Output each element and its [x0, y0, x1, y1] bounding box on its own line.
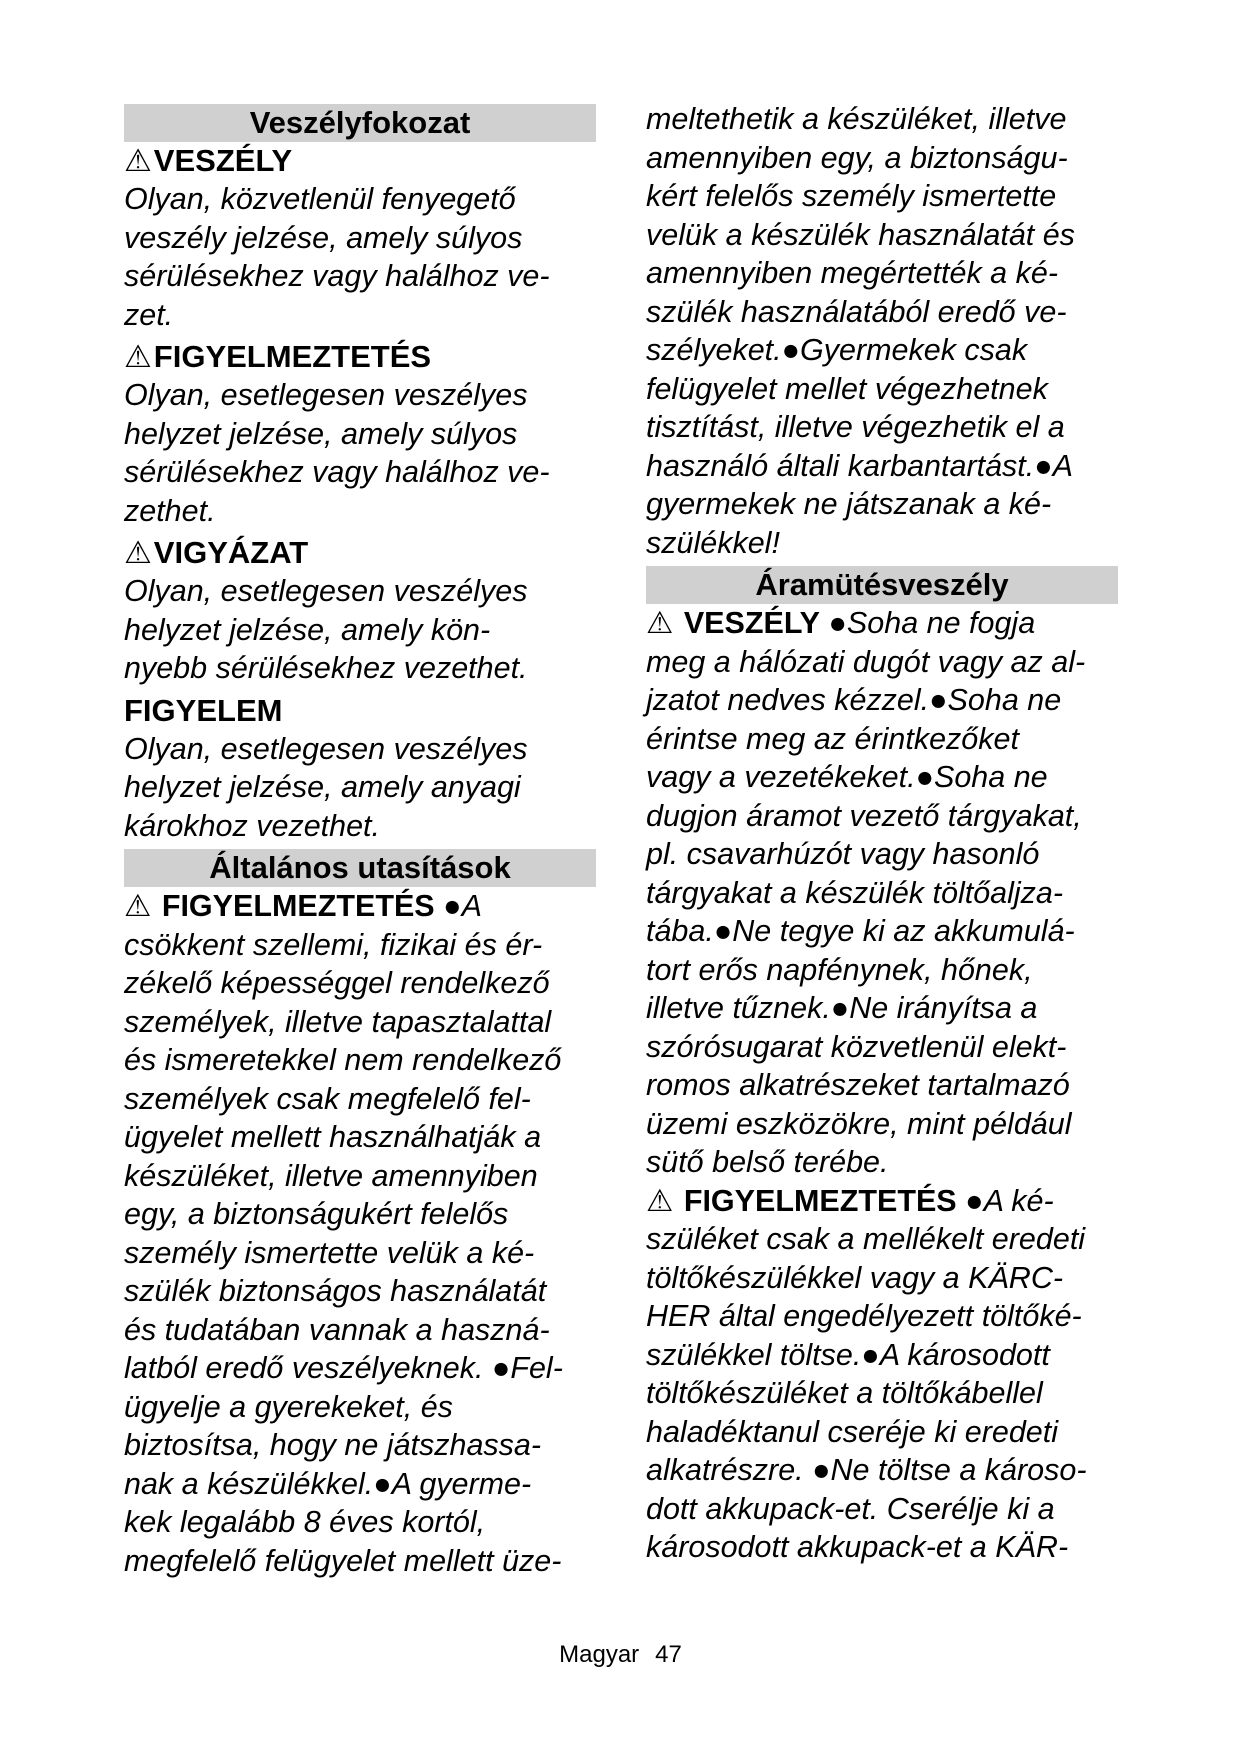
text-line: meg a hálózati dugót vagy az al- [646, 644, 1086, 679]
shock-danger-label: VESZÉLY [683, 606, 821, 640]
general-warning-line [124, 887, 596, 926]
text-line: károkhoz vezethet. [124, 808, 381, 843]
text-line: Olyan, esetlegesen veszélyes [124, 574, 528, 608]
caution-heading [124, 534, 596, 572]
warning-label: FIGYELMEZTETÉS [153, 339, 432, 374]
text-line: ügyelet mellett használhatják a [124, 1120, 542, 1154]
left-column [124, 104, 596, 1580]
charging-warning-label: FIGYELMEZTETÉS [683, 1183, 957, 1218]
footer-language: Magyar [559, 1641, 640, 1668]
text-line: dott akkupack-et. Cserélje ki a [646, 1491, 1055, 1526]
text-line: haladéktanul cseréje ki eredeti [646, 1414, 1059, 1449]
notice-heading: FIGYELEM [124, 692, 283, 728]
section-header-general-instructions: Általános utasítások [124, 849, 596, 887]
text-line: töltőkészülékkel vagy a KÄRC- [646, 1260, 1064, 1295]
page-number: 47 [655, 1641, 682, 1668]
shock-danger-line [646, 604, 1118, 643]
section-header-electric-shock: Áramütésveszély [646, 566, 1118, 604]
warning-triangle-icon: ⚠ [124, 535, 152, 570]
text-line: és ismeretekkel nem rendelkező [124, 1043, 562, 1077]
text-line: sütő belső terébe. [646, 1145, 889, 1179]
text-line: és tudatában vannak a haszná- [124, 1312, 550, 1347]
text-line: használó általi karbantartást.●A [646, 448, 1074, 483]
text-line: tárgyakat a készülék töltőaljza- [646, 875, 1064, 910]
text-line: kek legalább 8 éves kortól, [124, 1505, 486, 1539]
text-line: szülékkel töltse.●A károsodott [646, 1337, 1050, 1372]
text-line: amennyiben megértették a ké- [646, 256, 1058, 290]
text-line: kért felelős személy ismertette [646, 179, 1057, 213]
warning-triangle-icon: ⚠ [124, 143, 152, 178]
text-line: csökkent szellemi, fizikai és ér- [124, 927, 543, 962]
text-line: latból eredő veszélyeknek. ●Fel- [124, 1351, 563, 1385]
text-line: sérülésekhez vagy halálhoz ve- [124, 259, 550, 293]
caution-label: VIGYÁZAT [153, 535, 309, 570]
text-line: vagy a vezetékeket.●Soha ne [646, 760, 1048, 794]
charging-warning-text [646, 1220, 1118, 1567]
text-line: helyzet jelzése, amely súlyos [124, 416, 518, 451]
text-line: Olyan, esetlegesen veszélyes [124, 378, 528, 412]
text-line: nak a készülékkel.●A gyerme- [124, 1466, 532, 1501]
charging-warning-line [646, 1182, 1118, 1221]
text-line: tisztítást, illetve végezhetik el a [646, 410, 1065, 444]
warning-heading [124, 338, 596, 376]
text-line: tort erős napfénynek, hőnek, [646, 952, 1033, 987]
caution-text [124, 572, 596, 688]
text-line: romos alkatrészeket tartalmazó [646, 1068, 1070, 1102]
text-line: illetve tűznek.●Ne irányítsa a [646, 991, 1038, 1025]
text-line: biztosítsa, hogy ne játszhassa- [124, 1428, 542, 1462]
text-line: tába.●Ne tegye ki az akkumulá- [646, 914, 1075, 948]
text-line: helyzet jelzése, amely anyagi [124, 770, 521, 804]
text-line: Olyan, közvetlenül fenyegető [124, 182, 516, 216]
text-line: szülék használatából eredő ve- [646, 294, 1067, 329]
text-line: szüléket csak a mellékelt eredeti [646, 1222, 1086, 1256]
text-line: felügyelet mellet végezhetnek [646, 371, 1048, 406]
general-warning-label: FIGYELMEZTETÉS [161, 889, 435, 923]
continued-text [646, 100, 1118, 562]
page-footer [0, 1640, 1241, 1670]
text-line: töltőkészüléket a töltőkábellel [646, 1376, 1043, 1410]
text-line: helyzet jelzése, amely kön- [124, 612, 491, 647]
text-line: üzemi eszközökre, mint például [646, 1106, 1072, 1141]
shock-danger-text [646, 643, 1118, 1182]
general-warning-first: ●A [443, 889, 482, 923]
warning-text [124, 376, 596, 530]
text-line: készüléket, illetve amennyiben [124, 1158, 538, 1193]
text-line: Olyan, esetlegesen veszélyes [124, 731, 528, 766]
warning-triangle-icon: ⚠ [124, 339, 152, 374]
danger-label: VESZÉLY [153, 143, 293, 178]
warning-triangle-icon: ⚠ [646, 606, 674, 640]
text-line: meltethetik a készüléket, illetve [646, 102, 1067, 136]
text-line: sérülésekhez vagy halálhoz ve- [124, 455, 550, 489]
text-line: gyermekek ne játszanak a ké- [646, 487, 1052, 521]
text-line: zékelő képességgel rendelkező [124, 966, 550, 1000]
text-line: pl. csavarhúzót vagy hasonló [646, 837, 1040, 871]
text-line: nyebb sérülésekhez vezethet. [124, 651, 528, 685]
text-line: személyek csak megfelelő fel- [124, 1081, 531, 1116]
text-line: velük a készülék használatát és [646, 217, 1075, 252]
text-line: alkatrészre. ●Ne töltse a károso- [646, 1453, 1087, 1487]
danger-heading [124, 142, 596, 180]
text-line: szülékkel! [646, 525, 780, 560]
text-line: ügyelje a gyerekeket, és [124, 1389, 453, 1424]
notice-text [124, 730, 596, 846]
danger-text [124, 180, 596, 334]
text-line: veszély jelzése, amely súlyos [124, 220, 523, 255]
text-line: érintse meg az érintkezőket [646, 721, 1019, 756]
text-line: szórósugarat közvetlenül elekt- [646, 1029, 1067, 1064]
text-line: dugjon áramot vezető tárgyakat, [646, 798, 1082, 833]
shock-danger-first: ●Soha ne fogja [828, 606, 1036, 640]
warning-triangle-icon: ⚠ [646, 1183, 674, 1218]
right-column [646, 100, 1118, 1567]
text-line: szülék biztonságos használatát [124, 1274, 547, 1308]
text-line: HER által engedélyezett töltőké- [646, 1299, 1082, 1333]
text-line: szélyeket.●Gyermekek csak [646, 333, 1028, 367]
text-line: zethet. [124, 493, 216, 528]
text-line: személyek, illetve tapasztalattal [124, 1004, 552, 1039]
warning-triangle-icon: ⚠ [124, 889, 152, 923]
charging-warning-first: ●A ké- [965, 1183, 1054, 1218]
text-line: zet. [124, 297, 174, 332]
text-line: megfelelő felügyelet mellett üze- [124, 1543, 562, 1578]
text-line: károsodott akkupack-et a KÄR- [646, 1530, 1069, 1564]
text-line: jzatot nedves kézzel.●Soha ne [646, 683, 1062, 717]
section-header-hazard-levels: Veszélyfokozat [124, 104, 596, 142]
text-line: személy ismertette velük a ké- [124, 1235, 535, 1270]
general-warning-text [124, 926, 596, 1581]
text-line: amennyiben egy, a biztonságu- [646, 140, 1068, 175]
text-line: egy, a biztonságukért felelős [124, 1197, 509, 1231]
